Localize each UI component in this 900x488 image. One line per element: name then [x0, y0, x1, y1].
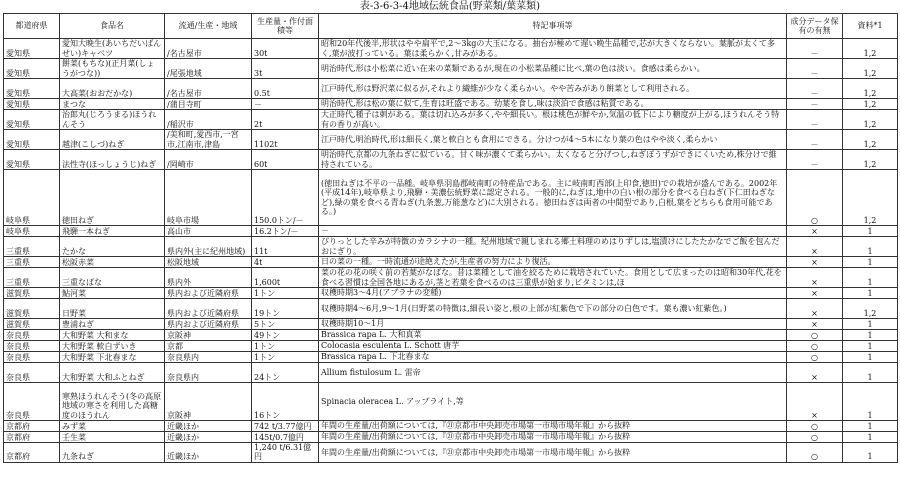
cell-component: ×: [787, 237, 843, 257]
cell-name: 餅菜(もちな)(正月菜(しょうがつな)): [60, 59, 165, 79]
cell-component: ×: [787, 383, 843, 421]
col-source: 資料*1: [843, 14, 898, 39]
cell-region: 松阪地域: [165, 257, 252, 268]
table-row: [4, 257, 898, 268]
cell-region: 近畿ほか: [165, 443, 252, 463]
cell-source: 1,2: [843, 130, 898, 150]
cell-name: 九条ねぎ: [60, 443, 165, 463]
cell-notes: 日の菜の一種。一時流通が途絶えたが,生産者の努力により復活。: [319, 257, 787, 268]
cell-pref: 京都府: [4, 421, 60, 432]
cell-region: 県内および近隣府県: [165, 319, 252, 330]
cell-region: 近畿ほか: [165, 432, 252, 443]
table-row: [4, 170, 898, 226]
cell-notes: 明治時代,京都の九条ねぎに似ている。甘く味が濃くて柔らかい。太くなると分げつし,ねぎぼうずができにくいため,株分けで維持されている。: [319, 150, 787, 170]
cell-name: 三重なばな: [60, 268, 165, 288]
cell-region: 県内および近隣府県: [165, 288, 252, 299]
cell-pref: 愛知県: [4, 79, 60, 99]
col-name: 食品名: [60, 14, 165, 39]
cell-name: 大和野菜 軟白ずいき: [60, 341, 165, 352]
cell-region: 奈良県内: [165, 352, 252, 363]
cell-region: /名古屋市: [165, 39, 252, 59]
cell-region: 奈良県内: [165, 363, 252, 383]
cell-component: ×: [787, 319, 843, 330]
table-row: [4, 39, 898, 59]
cell-amount: 145t/0.7億円: [252, 432, 319, 443]
cell-notes: Spinacia oleracea L. アップライト,等: [319, 383, 787, 421]
cell-name: 飛騨一本ねぎ: [60, 226, 165, 237]
cell-notes: Colocasia esculenta L. Schott 唐芋: [319, 341, 787, 352]
cell-region: 県内外(主に紀州地域): [165, 237, 252, 257]
cell-pref: 岐阜県: [4, 226, 60, 237]
cell-region: /岡崎市: [165, 150, 252, 170]
cell-source: 1: [843, 288, 898, 299]
cell-component: ×: [787, 363, 843, 383]
cell-region: 京阪神: [165, 330, 252, 341]
cell-amount: 19トン: [252, 299, 319, 319]
cell-region: 京都: [165, 341, 252, 352]
cell-name: 法性寺(ほっしょうじ)ねぎ: [60, 150, 165, 170]
cell-amount: 1,240 t/6.31億円: [252, 443, 319, 463]
cell-amount: 1,600t: [252, 268, 319, 288]
cell-pref: 愛知県: [4, 99, 60, 110]
cell-name: 大和野菜 大和まな: [60, 330, 165, 341]
cell-pref: 岐阜県: [4, 170, 60, 226]
cell-name: 越津(こしづ)ねぎ: [60, 130, 165, 150]
cell-source: 1: [843, 363, 898, 383]
cell-name: 鮎河菜: [60, 288, 165, 299]
cell-name: 愛知大晩生(あいちだいばんせい)キャベツ: [60, 39, 165, 59]
cell-notes: －: [319, 226, 787, 237]
cell-amount: 16トン: [252, 383, 319, 421]
cell-source: 1,2: [843, 59, 898, 79]
cell-notes: (徳田ねぎは不平の一品種。岐阜県羽島郡岐南町の特産品である。主に岐南町西部(上印食,徳田)での栽培が盛んである。2002年(平成14年),岐阜県より,飛騨・美濃伝統野菜に認定される。一般的に,ねぎは,地中の白い根の部分を食べる白ねぎ(下仁田ねぎなど),緑の葉を食べる青ねぎ(九条葱,万能葱など)に大別される。徳田ねぎは両者の中間型であり,白根,葉をどちらも食用可能である。): [319, 170, 787, 226]
table-row: [4, 421, 898, 432]
cell-pref: 愛知県: [4, 130, 60, 150]
table-row: [4, 268, 898, 288]
cell-amount: 150.0トン/－: [252, 170, 319, 226]
cell-pref: 滋賀県: [4, 299, 60, 319]
table-body: [4, 39, 898, 463]
cell-amount: 2t: [252, 110, 319, 130]
cell-source: 1,2: [843, 39, 898, 59]
col-amount: 生産量・作付面積等: [252, 14, 319, 39]
cell-source: 1: [843, 352, 898, 363]
cell-component: ○: [787, 421, 843, 432]
cell-name: 日野菜: [60, 299, 165, 319]
cell-component: ○: [787, 432, 843, 443]
cell-component: －: [787, 39, 843, 59]
cell-source: 1,2: [843, 110, 898, 130]
cell-amount: 49トン: [252, 330, 319, 341]
cell-amount: 60t: [252, 150, 319, 170]
table-title: 表-3-6-3-4地域伝統食品(野菜類/葉菜類): [359, 1, 541, 12]
cell-name: みず菜: [60, 421, 165, 432]
cell-notes: 江戸時代,明治時代,形は細長く,葉と軟白とも食用にできる。分けつが4～5本になり葉の色はやや淡く,柔らかい: [319, 130, 787, 150]
cell-source: 1: [843, 432, 898, 443]
table-row: [4, 299, 898, 319]
cell-source: 1,2: [843, 299, 898, 319]
cell-notes: 江戸時代,形は野沢菜に似るが,それより繊維が少なく柔らかい。やや苦みがあり餅菜として利用される。: [319, 79, 787, 99]
cell-source: 1,2: [843, 150, 898, 170]
cell-notes: 収穫時期10～1月: [319, 319, 787, 330]
cell-source: 1,2: [843, 99, 898, 110]
table-row: [4, 99, 898, 110]
cell-component: ×: [787, 268, 843, 288]
cell-pref: 三重県: [4, 268, 60, 288]
cell-source: 1: [843, 257, 898, 268]
cell-amount: 1102t: [252, 130, 319, 150]
cell-name: 大和野菜 大和ふとねぎ: [60, 363, 165, 383]
cell-region: /美和町,愛西市,一宮市,江南市,津島: [165, 130, 252, 150]
cell-amount: 5トン: [252, 319, 319, 330]
cell-pref: 奈良県: [4, 330, 60, 341]
cell-component: －: [787, 79, 843, 99]
cell-component: －: [787, 150, 843, 170]
cell-region: 県内外: [165, 268, 252, 288]
cell-pref: 三重県: [4, 257, 60, 268]
cell-notes: Brassica rapa L. 下北春まな: [319, 352, 787, 363]
cell-name: まつな: [60, 99, 165, 110]
cell-name: 壬生菜: [60, 432, 165, 443]
col-region: 流通/生産・地域: [165, 14, 252, 39]
cell-amount: 4t: [252, 257, 319, 268]
cell-region: /稲沢市: [165, 110, 252, 130]
cell-component: ○: [787, 443, 843, 463]
cell-source: 1: [843, 319, 898, 330]
cell-notes: 収穫時期4～6月,9～1月(日野菜の特徴は,細長い姿と,根の上部が紅紫色で下の部分の白色です。葉も濃い紅紫色。): [319, 299, 787, 319]
cell-notes: ぴりっとした辛みが特徴のカラシナの一種。紀州地域で親しまれる郷土料理のめはりずしは,塩漬けにしたたかなでご飯を包んだおにぎり。: [319, 237, 787, 257]
cell-region: 近畿ほか: [165, 421, 252, 432]
table-row: [4, 383, 898, 421]
cell-name: 豊浦ねぎ: [60, 319, 165, 330]
cell-notes: 明治時代,形は松の葉に似て,生育は旺盛である。幼葉を食し,味は淡泊で食感は粘質である。: [319, 99, 787, 110]
table-row: [4, 363, 898, 383]
col-pref: 都道府県: [4, 14, 60, 39]
cell-pref: 奈良県: [4, 383, 60, 421]
cell-pref: 愛知県: [4, 110, 60, 130]
cell-pref: 京都府: [4, 443, 60, 463]
cell-amount: 1トン: [252, 341, 319, 352]
cell-component: ×: [787, 299, 843, 319]
cell-name: たかな: [60, 237, 165, 257]
header-row: [4, 14, 898, 39]
cell-amount: 24トン: [252, 363, 319, 383]
cell-name: 徳田ねぎ: [60, 170, 165, 226]
cell-amount: 1トン: [252, 288, 319, 299]
cell-pref: 愛知県: [4, 39, 60, 59]
table-row: [4, 319, 898, 330]
cell-pref: 奈良県: [4, 352, 60, 363]
cell-component: ○: [787, 352, 843, 363]
cell-component: －: [787, 99, 843, 110]
table-row: [4, 110, 898, 130]
table-row: [4, 130, 898, 150]
table-row: [4, 59, 898, 79]
table-row: [4, 288, 898, 299]
table-row: [4, 341, 898, 352]
cell-source: 1: [843, 383, 898, 421]
cell-region: 岐阜市場: [165, 170, 252, 226]
cell-pref: 奈良県: [4, 341, 60, 352]
cell-pref: 京都府: [4, 432, 60, 443]
cell-source: 1: [843, 341, 898, 352]
cell-component: ×: [787, 226, 843, 237]
table-row: [4, 352, 898, 363]
cell-notes: Allium fistulosum L. 雷帝: [319, 363, 787, 383]
cell-name: 大高菜(おおだかな): [60, 79, 165, 99]
cell-amount: 1トン: [252, 352, 319, 363]
cell-pref: 三重県: [4, 237, 60, 257]
cell-source: 1: [843, 443, 898, 463]
cell-region: 高山市: [165, 226, 252, 237]
cell-amount: 742 t/3.77億円: [252, 421, 319, 432]
cell-amount: 11t: [252, 237, 319, 257]
cell-amount: 30t: [252, 39, 319, 59]
cell-source: 1,2: [843, 79, 898, 99]
cell-pref: 愛知県: [4, 59, 60, 79]
cell-notes: 年間の生産量/出荷額については,『㉑京都市中央卸売市場第一市場市場年報』から抜粋: [319, 421, 787, 432]
cell-notes: 昭和20年代後半,形状はやや扁平で,2～3kgの大玉になる。抽台が極めて遅い晩生品種で,芯が大きくならない。葉脈が太くて多く,葉が波打っている。葉は柔らかく,甘みがある。: [319, 39, 787, 59]
table-row: [4, 226, 898, 237]
table-row: [4, 432, 898, 443]
cell-source: 1: [843, 268, 898, 288]
table-row: [4, 330, 898, 341]
food-table: [3, 13, 898, 463]
col-notes: 特記事項等: [319, 14, 787, 39]
table-row: [4, 237, 898, 257]
cell-amount: －: [252, 99, 319, 110]
cell-component: －: [787, 59, 843, 79]
cell-source: 1: [843, 226, 898, 237]
cell-pref: 愛知県: [4, 150, 60, 170]
cell-source: 1: [843, 421, 898, 432]
cell-pref: 滋賀県: [4, 288, 60, 299]
cell-component: ○: [787, 341, 843, 352]
cell-component: ○: [787, 170, 843, 226]
table-row: [4, 443, 898, 463]
cell-notes: 菜の花の花の咲く前の若葉がなばな。昔は菜種として油を絞るために栽培されていた。食用として広まったのは昭和30年代,花を食べる習慣は全国各地にあるが,茎と若葉を食べるのは三重県が始まり,ビタミンは,ほ: [319, 268, 787, 288]
cell-name: 大和野菜 下北春まな: [60, 352, 165, 363]
cell-name: 寒熟ほうれんそう(冬の高原地域の寒さを利用した高糖度のほうれん: [60, 383, 165, 421]
cell-region: /名古屋市: [165, 79, 252, 99]
cell-component: ×: [787, 288, 843, 299]
cell-component: －: [787, 110, 843, 130]
col-component: 成分データ保有の有無: [787, 14, 843, 39]
cell-amount: 3t: [252, 59, 319, 79]
cell-notes: 大正時代,種子は刺がある。葉は切れ込みが多く,やや細長い。根は桃色が鮮やか,気温の低下により糖度が上がる,ほうれんそう特有の香りが高い。: [319, 110, 787, 130]
cell-source: 1: [843, 330, 898, 341]
cell-notes: 収穫時期3～4月(アブラナの変種): [319, 288, 787, 299]
cell-source: 1,2: [843, 170, 898, 226]
cell-region: /尾張地域: [165, 59, 252, 79]
cell-region: 県内および近隣府県: [165, 299, 252, 319]
cell-notes: Brassica rapa L. 大和真菜: [319, 330, 787, 341]
cell-notes: 年間の生産量/出荷額については,『㉑京都市中央卸売市場第一市場市場年報』から抜粋: [319, 432, 787, 443]
cell-notes: 年間の生産量/出荷額については,『㉑京都市中央卸売市場第一市場市場年報』から抜粋: [319, 443, 787, 463]
cell-pref: 滋賀県: [4, 319, 60, 330]
cell-region: 京阪神: [165, 383, 252, 421]
cell-component: ○: [787, 330, 843, 341]
cell-source: 1: [843, 237, 898, 257]
cell-notes: 明治時代,形は小松菜に近い在来の菜類であるが,現在の小松菜品種に比べ,葉の色は淡い。食感は柔らかい。: [319, 59, 787, 79]
cell-component: －: [787, 130, 843, 150]
cell-amount: 16.2トン/－: [252, 226, 319, 237]
cell-region: /蒲目寺町: [165, 99, 252, 110]
cell-pref: 奈良県: [4, 363, 60, 383]
cell-name: 治郎丸(じろうまる)ほうれんそう: [60, 110, 165, 130]
cell-component: ×: [787, 257, 843, 268]
table-row: [4, 79, 898, 99]
table-row: [4, 150, 898, 170]
cell-amount: 0.5t: [252, 79, 319, 99]
cell-name: 松阪赤菜: [60, 257, 165, 268]
